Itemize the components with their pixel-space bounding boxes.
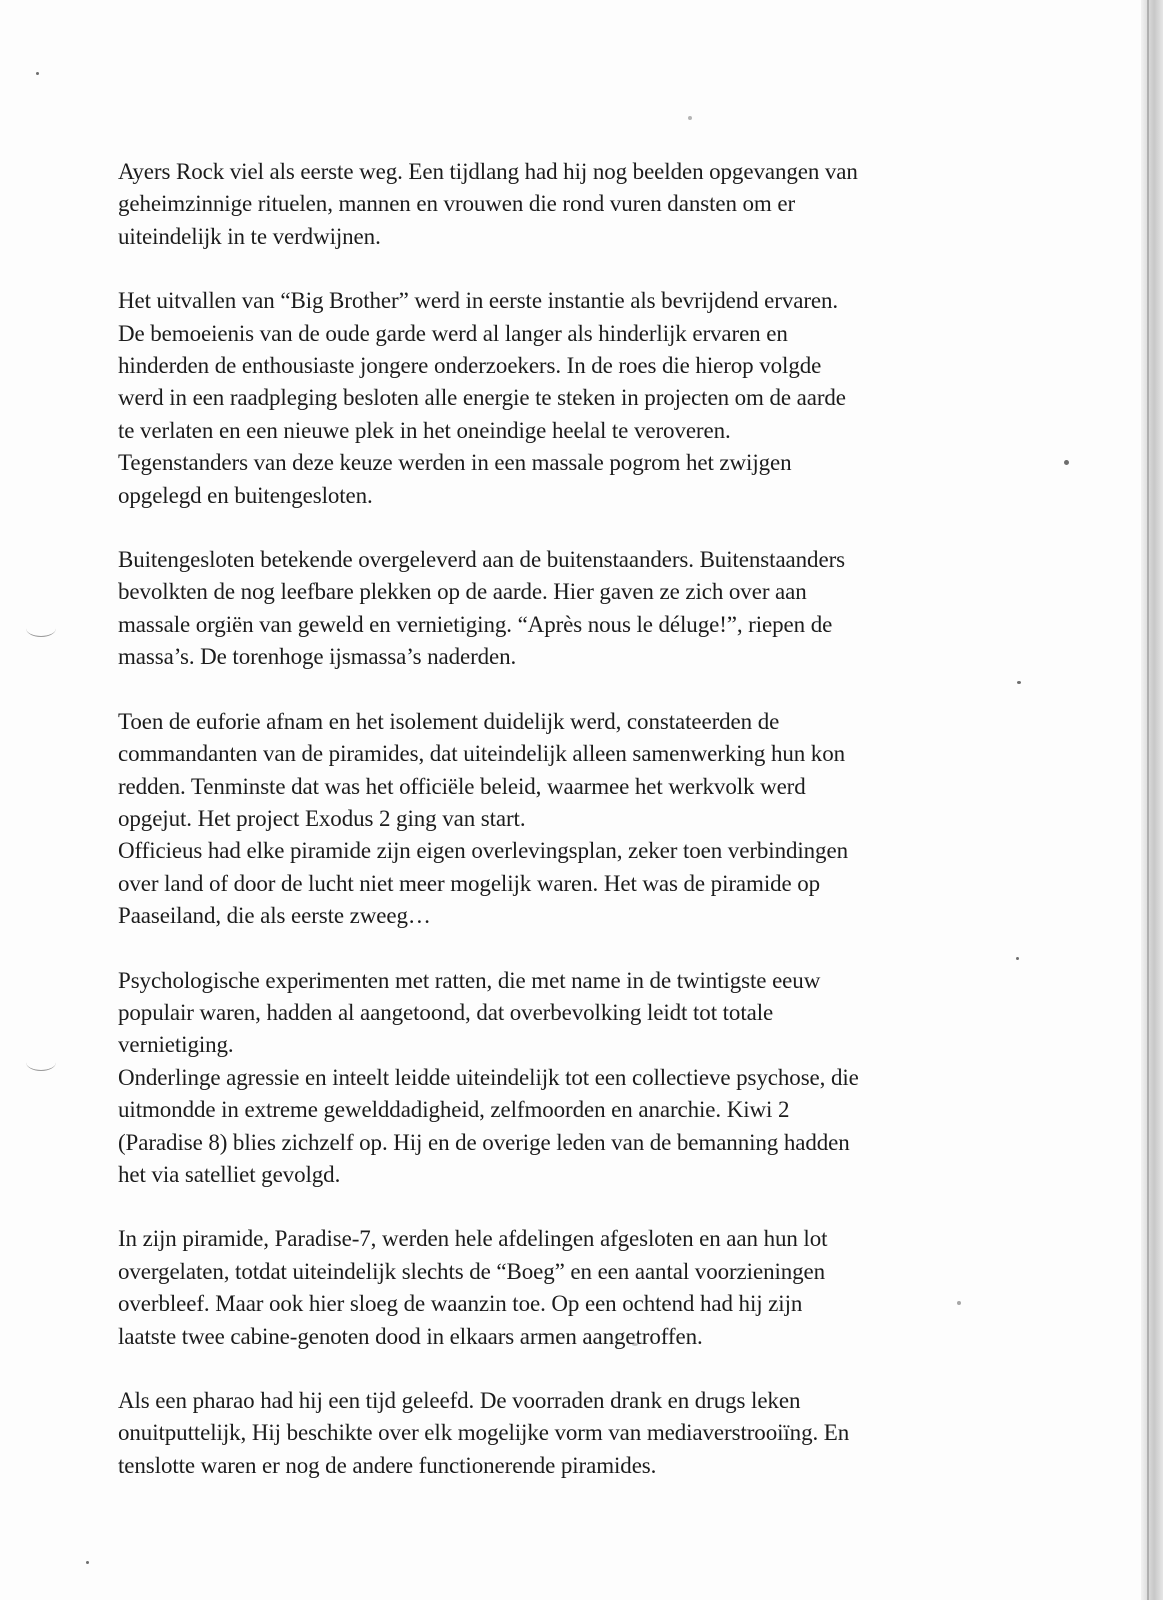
text-line: opgelegd en buitengesloten. [118, 482, 373, 508]
text-line: laatste twee cabine-genoten dood in elkaars armen aangetroffen. [118, 1323, 703, 1349]
text-line: In zijn piramide, Paradise-7, werden hele afdelingen afgesloten en aan hun lot [118, 1226, 828, 1252]
text-line: Ayers Rock viel als eerste weg. Een tijdlang had hij nog beelden opgevangen van [118, 159, 858, 184]
text-line: geheimzinnige rituelen, mannen en vrouwen die rond vuren dansten om er [118, 191, 796, 217]
text-line: overbleef. Maar ook hier sloeg de waanzin toe. Op een ochtend had hij zijn [118, 1291, 803, 1317]
scan-speck [36, 72, 39, 75]
paragraph-5 [118, 965, 978, 1192]
paragraph-4 [118, 706, 978, 933]
text-line: bevolkten de nog leefbare plekken op de aarde. Hier gaven ze zich over aan [118, 579, 807, 605]
paragraph-1 [118, 156, 978, 253]
text-line: Buitengesloten betekende overgeleverd aan de buitenstaanders. Buitenstaanders [118, 547, 845, 573]
punch-hole-mark [26, 620, 56, 637]
paragraph-3 [118, 544, 978, 674]
text-line: vernietiging. [118, 1032, 234, 1058]
text-line: commandanten van de piramides, dat uiteindelijk alleen samenwerking hun kon [118, 741, 846, 767]
text-line: te verlaten en een nieuwe plek in het oneindige heelal te veroveren. [118, 417, 731, 443]
text-line: uiteindelijk in te verdwijnen. [118, 223, 381, 249]
text-line: Tegenstanders van deze keuze werden in een massale pogrom het zwijgen [118, 450, 792, 476]
text-line: Toen de euforie afnam en het isolement duidelijk werd, constateerden de [118, 708, 780, 734]
scan-speck [1064, 460, 1069, 465]
scan-speck [86, 1561, 89, 1564]
text-line: Onderlinge agressie en inteelt leidde uiteindelijk tot een collectieve psychose, die [118, 1064, 859, 1090]
text-line: massa’s. De torenhoge ijsmassa’s naderden. [118, 644, 517, 670]
page-edge-line [1147, 0, 1149, 1600]
scan-speck [688, 116, 692, 120]
paragraph-6 [118, 1223, 978, 1353]
text-line: Paaseiland, die als eerste zweeg… [118, 903, 431, 929]
text-line: opgejut. Het project Exodus 2 ging van start. [118, 805, 526, 831]
paragraph-7 [118, 1385, 978, 1482]
text-line: over land of door de lucht niet meer mogelijk waren. Het was de piramide op [118, 870, 821, 896]
text-line: onuitputtelijk, Hij beschikte over elk mogelijke vorm van mediaverstrooiïng. En [118, 1420, 850, 1446]
text-line: Psychologische experimenten met ratten, die met name in de twintigste eeuw [118, 967, 821, 993]
text-line: Als een pharao had hij een tijd geleefd. De voorraden drank en drugs leken [118, 1388, 801, 1413]
text-line: overgelaten, totdat uiteindelijk slechts de “Boeg” en een aantal voorzieningen [118, 1258, 826, 1284]
text-line: het via satelliet gevolgd. [118, 1161, 341, 1187]
text-line: Officieus had elke piramide zijn eigen overlevingsplan, zeker toen verbindingen [118, 838, 848, 864]
text-line: populair waren, hadden al aangetoond, dat overbevolking leidt tot totale [118, 999, 774, 1025]
text-line: uitmondde in extreme gewelddadigheid, zelfmoorden en anarchie. Kiwi 2 [118, 1097, 790, 1123]
scan-speck [1016, 957, 1019, 960]
page-edge-shadow [1141, 0, 1163, 1600]
text-line: redden. Tenminste dat was het officiële beleid, waarmee het werkvolk werd [118, 773, 806, 799]
text-line: tenslotte waren er nog de andere functionerende piramides. [118, 1452, 657, 1478]
text-line: hinderden de enthousiaste jongere onderzoekers. In de roes die hierop volgde [118, 353, 822, 379]
text-line: werd in een raadpleging besloten alle energie te steken in projecten om de aarde [118, 385, 846, 411]
punch-hole-mark [26, 1054, 56, 1071]
text-line: (Paradise 8) blies zichzelf op. Hij en de overige leden van de bemanning hadden [118, 1129, 850, 1155]
document-body [118, 156, 978, 1514]
text-line: massale orgiën van geweld en vernietiging. “Après nous le déluge!”, riepen de [118, 611, 833, 637]
scan-speck [1017, 681, 1021, 684]
text-line: Het uitvallen van “Big Brother” werd in eerste instantie als bevrijdend ervaren. [118, 288, 839, 314]
paragraph-2 [118, 285, 978, 512]
text-line: De bemoeienis van de oude garde werd al langer als hinderlijk ervaren en [118, 320, 788, 346]
